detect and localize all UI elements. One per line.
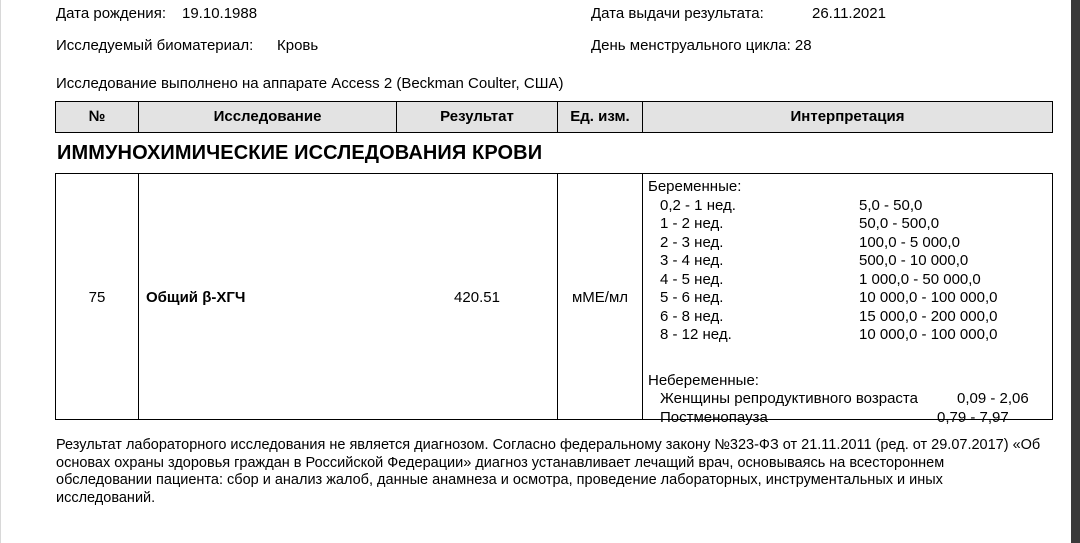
pregnant-title: Беременные:	[648, 178, 742, 195]
list-item: 6 - 8 нед. 15 000,0 - 200 000,0	[660, 307, 998, 325]
header-unit: Ед. изм.	[570, 108, 630, 125]
dob-label: Дата рождения:	[56, 5, 166, 22]
list-item: 0,2 - 1 нед. 5,0 - 50,0	[660, 196, 923, 214]
list-item: 4 - 5 нед. 1 000,0 - 50 000,0	[660, 270, 981, 288]
biomaterial-label: Исследуемый биоматериал:	[56, 37, 254, 54]
disclaimer-text: Результат лабораторного исследования не является диагнозом. Согласно федеральному закону №323-ФЗ от 21.11.2011 (ред. от 29.07.2017) «Об основах охраны здоровья граждан в Российской Федерации» диагноз устанавливает лечащий врач, основываясь на всестороннем обследовании пациента: сбор и анализ жалоб, данные анамнеза и осмотра, проведение лабораторных, инструментальных и иных исследований.	[56, 437, 1041, 506]
list-item: 3 - 4 нед. 500,0 - 10 000,0	[660, 252, 969, 269]
dob-value: 19.10.1988	[182, 5, 258, 22]
row-unit: мМЕ/мл	[571, 289, 629, 306]
list-item: Женщины репродуктивного возраста 0,09 - 2,06	[660, 390, 1029, 407]
interpretation-block	[648, 178, 1029, 427]
header-interpretation: Интерпретация	[790, 108, 905, 125]
header-result: Результат	[440, 108, 514, 125]
biomaterial-value: Кровь	[277, 37, 319, 54]
spacer	[648, 345, 759, 372]
list-item: 5 - 6 нед. 10 000,0 - 100 000,0	[660, 289, 998, 306]
nonpregnant-title: Небеременные:	[648, 371, 759, 389]
row-num: 75	[88, 289, 106, 306]
cycle-day: День менструального цикла: 28	[591, 37, 812, 54]
device-info: Исследование выполнено на аппарате Access 2 (Beckman Coulter, США)	[56, 75, 564, 92]
divider	[138, 174, 139, 419]
list-item: 8 - 12 нед. 10 000,0 - 100 000,0	[660, 326, 998, 343]
header-study: Исследование	[213, 108, 322, 125]
list-item: Постменопауза 0,79 - 7,97	[660, 408, 1009, 426]
issue-date-label: Дата выдачи результата:	[591, 5, 764, 22]
page-edge	[0, 0, 1, 543]
row-result: 420.51	[454, 289, 500, 306]
viewer-scrollbar[interactable]	[1071, 0, 1080, 543]
section-title: ИММУНОХИМИЧЕСКИЕ ИССЛЕДОВАНИЯ КРОВИ	[57, 142, 543, 164]
issue-date-value: 26.11.2021	[812, 5, 886, 22]
divider	[642, 174, 643, 419]
list-item: 2 - 3 нед. 100,0 - 5 000,0	[660, 233, 960, 251]
header-num: №	[88, 108, 106, 125]
results-table-header	[55, 101, 1053, 133]
list-item: 1 - 2 нед. 50,0 - 500,0	[660, 215, 940, 232]
row-study: Общий β-ХГЧ	[146, 289, 246, 306]
